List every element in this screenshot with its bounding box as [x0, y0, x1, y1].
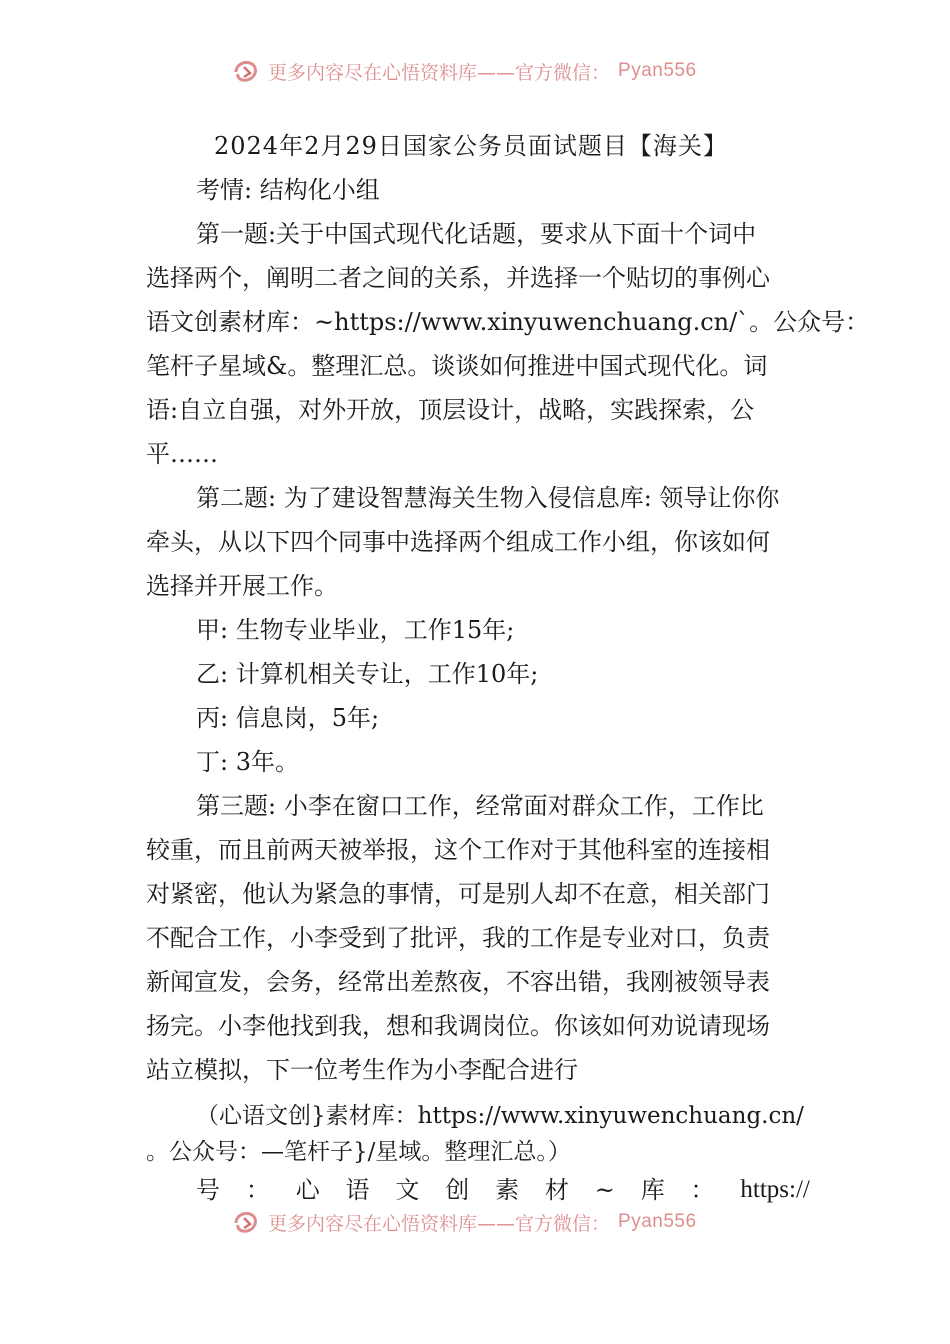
- document-body: [146, 124, 870, 1210]
- exam-situation: 考情: 结构化小组: [196, 176, 380, 204]
- paragraph-line: 第二题: 为了建设智慧海关生物入侵信息库: 领导让你你: [196, 484, 780, 512]
- spaced-word: https://: [740, 1176, 810, 1203]
- paragraph-line: 新闻宣发，会务，经常出差熬夜，不容出错，我刚被领导表: [146, 968, 770, 996]
- question-1: [146, 212, 870, 476]
- question-3: [146, 784, 810, 1092]
- source-note: [146, 1098, 810, 1170]
- watermark-footer: [232, 1207, 732, 1237]
- option-item: 丁: 3年。: [196, 748, 299, 776]
- source-line: 。公众号：—笔杆子}/星域。整理汇总。）: [146, 1139, 571, 1165]
- spaced-word: 语: [345, 1176, 370, 1204]
- option-item: 丙: 信息岗，5年;: [196, 704, 380, 732]
- option-item: 甲: 生物专业毕业，工作15年;: [196, 616, 515, 644]
- spaced-word: 材: [544, 1176, 569, 1204]
- paragraph-line: 语:自立自强，对外开放，顶层设计，战略，实践探索，公: [146, 396, 755, 424]
- spaced-word: 库: [640, 1176, 665, 1204]
- spaced-word: 素: [495, 1176, 520, 1204]
- watermark-text: 更多内容尽在心悟资料库——官方微信：: [268, 1212, 611, 1235]
- paragraph-line: 平……: [146, 440, 218, 468]
- paragraph-line: 不配合工作，小李受到了批评，我的工作是专业对口，负责: [146, 924, 770, 952]
- source-line: （心语文创}素材库：https://www.xinyuwenchuang.cn/: [196, 1103, 804, 1129]
- spaced-source-line: [146, 1170, 810, 1210]
- watermark-code: Pyan556: [618, 1211, 697, 1232]
- paragraph-line: 第一题:关于中国式现代化话题，要求从下面十个词中: [196, 220, 757, 248]
- paragraph-line: 语文创素材库：~https://www.xinyuwenchuang.cn/`。公众号：: [146, 308, 870, 336]
- watermark-code: Pyan556: [618, 60, 697, 81]
- paragraph-line: 对紧密，他认为紧急的事情，可是别人却不在意，相关部门: [146, 880, 770, 908]
- paragraph-line: 第三题: 小李在窗口工作，经常面对群众工作，工作比: [196, 792, 764, 820]
- paragraph-line: 较重，而且前两天被举报，这个工作对于其他科室的连接相: [146, 836, 770, 864]
- option-item: 乙: 计算机相关专让，工作10年;: [196, 660, 539, 688]
- spaced-word: 文: [395, 1176, 420, 1204]
- paragraph-line: 选择两个，阐明二者之间的关系，并选择一个贴切的事例心: [146, 264, 770, 292]
- paragraph-line: 牵头，从以下四个同事中选择两个组成工作小组，你该如何: [146, 528, 770, 556]
- question-2: [146, 476, 810, 608]
- paragraph-line: 站立模拟，下一位考生作为小李配合进行: [146, 1056, 578, 1084]
- spaced-word: 号: [196, 1176, 220, 1204]
- page-title: 2024年2月29日国家公务员面试题目【海关】: [214, 132, 728, 160]
- paragraph-line: 扬完。小李他找到我，想和我调岗位。你该如何劝说请现场: [146, 1012, 770, 1040]
- brand-logo-icon: [232, 58, 262, 84]
- paragraph-line: 笔杆子星域&。整理汇总。谈谈如何推进中国式现代化。词: [146, 352, 768, 380]
- brand-logo-icon: [232, 1209, 262, 1235]
- spaced-word: 心: [295, 1176, 320, 1204]
- paragraph-line: 选择并开展工作。: [146, 572, 338, 600]
- spaced-word: 创: [445, 1176, 470, 1204]
- spaced-word: ：: [690, 1176, 715, 1204]
- candidate-options: [146, 608, 810, 784]
- spaced-word: ：: [245, 1176, 270, 1204]
- spaced-word: ~: [594, 1176, 615, 1204]
- watermark-header: [232, 56, 732, 86]
- watermark-text: 更多内容尽在心悟资料库——官方微信：: [268, 61, 611, 84]
